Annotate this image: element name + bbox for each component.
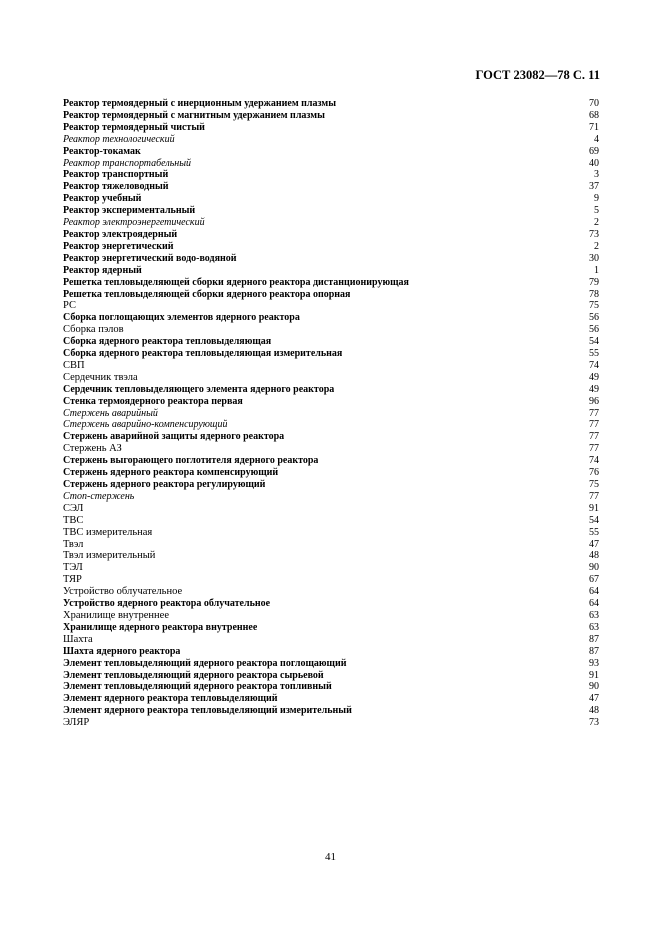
index-page-ref: 70: [589, 98, 599, 109]
index-page-ref: 56: [589, 324, 599, 336]
index-term: ТВС измерительная: [63, 526, 153, 538]
index-page-ref: 54: [589, 336, 599, 348]
index-term: ТВС: [63, 514, 84, 526]
index-page-ref: 90: [589, 681, 599, 693]
index-page-ref: 77: [589, 443, 599, 455]
index-term: Реактор ядерный: [63, 264, 142, 276]
index-term: СВП: [63, 359, 85, 371]
index-entry: [63, 634, 599, 646]
index-entry: [63, 527, 599, 539]
index-term: Стержень аварийной защиты ядерного реактора: [63, 431, 285, 443]
index-entry: [63, 515, 599, 527]
index-page-ref: 78: [589, 288, 599, 300]
index-term: Реактор тяжеловодный: [63, 181, 169, 193]
index-entry: [63, 574, 599, 586]
index-entry: [63, 241, 599, 253]
index-entry: [63, 324, 599, 336]
index-entry: [63, 312, 599, 324]
index-page-ref: 3: [594, 169, 599, 181]
index-entry: [63, 193, 599, 205]
index-term: Реактор энергетический водо-водяной: [63, 252, 237, 264]
index-entry: [63, 396, 599, 408]
index-page-ref: 68: [589, 109, 599, 121]
index-term: СЭЛ: [63, 502, 84, 514]
index-page-ref: 67: [589, 574, 599, 586]
index-page-ref: 77: [589, 407, 599, 419]
index-term: Сборка пэлов: [63, 324, 124, 336]
index-term: Решетка тепловыделяющей сборки ядерного реактора опорная: [63, 288, 351, 300]
term-index-list: [63, 98, 599, 729]
index-page-ref: 54: [589, 514, 599, 526]
index-entry: [63, 110, 599, 122]
index-page-ref: 48: [589, 550, 599, 562]
index-term: Стержень выгорающего поглотителя ядерного реактора: [63, 455, 319, 467]
index-page-ref: 55: [589, 348, 599, 360]
index-term: ТЭЛ: [63, 562, 83, 574]
index-term: Стержень ядерного реактора регулирующий: [63, 479, 266, 490]
index-page-ref: 40: [589, 157, 599, 169]
index-entry: [63, 670, 599, 682]
index-page-ref: 55: [589, 526, 599, 538]
index-term: Элемент ядерного реактора тепловыделяющий: [63, 693, 278, 705]
index-page-ref: 91: [589, 669, 599, 681]
index-page-ref: 87: [589, 633, 599, 645]
index-entry: [63, 348, 599, 360]
index-entry: [63, 419, 599, 431]
index-page-ref: 47: [589, 538, 599, 550]
index-entry: [63, 539, 599, 551]
index-entry: [63, 550, 599, 562]
index-page-ref: 77: [589, 431, 599, 443]
index-term: Реактор транспортный: [63, 169, 169, 181]
index-page-ref: 96: [589, 395, 599, 407]
index-entry: [63, 646, 599, 658]
index-page-ref: 74: [589, 455, 599, 467]
index-term: Хранилище внутреннее: [63, 609, 169, 621]
index-page-ref: 37: [589, 181, 599, 193]
index-term: Стоп-стержень: [63, 490, 135, 502]
page-number: 41: [325, 851, 336, 863]
index-page-ref: 30: [589, 252, 599, 264]
index-entry: [63, 408, 599, 420]
index-entry: [63, 658, 599, 670]
index-term: Реактор термоядерный с магнитным удержанием плазмы: [63, 109, 325, 121]
index-entry: [63, 265, 599, 277]
index-term: Сборка ядерного реактора тепловыделяющая измерительная: [63, 348, 343, 360]
index-entry: [63, 300, 599, 312]
index-term: Элемент тепловыделяющий ядерного реактора топливный: [63, 681, 332, 693]
index-page-ref: 5: [594, 205, 599, 217]
index-term: Шахта ядерного реактора: [63, 645, 181, 657]
index-page-ref: 77: [589, 419, 599, 431]
index-term: Элемент тепловыделяющий ядерного реактора сырьевой: [63, 669, 324, 681]
index-term: Сердечник тепловыделяющего элемента ядерного реактора: [63, 383, 335, 395]
index-term: Сборка поглощающих элементов ядерного реактора: [63, 312, 300, 324]
index-term: Стержень АЗ: [63, 443, 122, 455]
index-entry: [63, 217, 599, 229]
index-term: Шахта: [63, 633, 93, 645]
index-entry: [63, 169, 599, 181]
index-entry: [63, 681, 599, 693]
index-page-ref: 73: [589, 717, 599, 729]
index-term: Реактор термоядерный с инерционным удержанием плазмы: [63, 98, 337, 109]
index-term: Твэл: [63, 538, 84, 550]
index-term: Устройство ядерного реактора облучательное: [63, 598, 271, 610]
index-entry: [63, 598, 599, 610]
index-term: Реактор технологический: [63, 133, 175, 145]
index-page-ref: 64: [589, 598, 599, 610]
index-term: Решетка тепловыделяющей сборки ядерного реактора дистанционирующая: [63, 276, 409, 288]
index-entry: [63, 705, 599, 717]
index-term: Стержень аварийный: [63, 407, 158, 419]
index-page-ref: 49: [589, 371, 599, 383]
index-entry: [63, 372, 599, 384]
index-entry: [63, 431, 599, 443]
index-page-ref: 4: [594, 133, 599, 145]
index-term: Реактор энергетический: [63, 240, 174, 252]
index-term: Реактор транспортабельный: [63, 157, 192, 169]
index-term: Элемент тепловыделяющий ядерного реактора поглощающий: [63, 657, 347, 669]
index-entry: [63, 360, 599, 372]
index-entry: [63, 693, 599, 705]
index-term: Реактор экспериментальный: [63, 205, 196, 217]
index-entry: [63, 336, 599, 348]
index-entry: [63, 146, 599, 158]
index-page-ref: 73: [589, 228, 599, 240]
index-term: РС: [63, 300, 76, 312]
index-page-ref: 63: [589, 621, 599, 633]
index-term: Устройство облучательное: [63, 586, 183, 598]
index-term: ЭЛЯР: [63, 717, 90, 729]
index-page-ref: 87: [589, 645, 599, 657]
page-header: ГОСТ 23082—78 С. 11: [475, 68, 600, 82]
index-entry: [63, 98, 599, 110]
index-term: ТЯР: [63, 574, 82, 586]
index-entry: [63, 384, 599, 396]
index-term: Стенка термоядерного реактора первая: [63, 395, 243, 407]
index-page-ref: 2: [594, 217, 599, 229]
index-page-ref: 9: [594, 193, 599, 205]
index-entry: [63, 205, 599, 217]
index-page-ref: 56: [589, 312, 599, 324]
index-entry: [63, 253, 599, 265]
index-page-ref: 76: [589, 467, 599, 479]
index-entry: [63, 467, 599, 479]
index-entry: [63, 562, 599, 574]
index-entry: [63, 479, 599, 491]
index-page-ref: 47: [589, 693, 599, 705]
index-page-ref: 63: [589, 609, 599, 621]
index-page-ref: 71: [589, 121, 599, 133]
index-term: Элемент ядерного реактора тепловыделяющий измерительный: [63, 705, 352, 717]
index-term: Сборка ядерного реактора тепловыделяющая: [63, 336, 272, 348]
index-term: Сердечник твэла: [63, 371, 138, 383]
index-entry: [63, 717, 599, 729]
index-term: Твэл измерительный: [63, 550, 156, 562]
index-entry: [63, 289, 599, 301]
index-term: Хранилище ядерного реактора внутреннее: [63, 621, 258, 633]
index-page-ref: 90: [589, 562, 599, 574]
index-page-ref: 75: [589, 479, 599, 490]
index-entry: [63, 586, 599, 598]
index-entry: [63, 491, 599, 503]
index-entry: [63, 181, 599, 193]
index-term: Стержень ядерного реактора компенсирующий: [63, 467, 279, 479]
index-page-ref: 1: [594, 264, 599, 276]
index-term: Реактор электроядерный: [63, 228, 178, 240]
index-page-ref: 48: [589, 705, 599, 717]
index-entry: [63, 134, 599, 146]
index-page-ref: 79: [589, 276, 599, 288]
index-entry: [63, 277, 599, 289]
index-page-ref: 75: [589, 300, 599, 312]
index-entry: [63, 455, 599, 467]
index-entry: [63, 158, 599, 170]
index-page-ref: 91: [589, 502, 599, 514]
index-term: Реактор электроэнергетический: [63, 217, 205, 229]
index-term: Стержень аварийно-компенсирующий: [63, 419, 228, 431]
index-page-ref: 74: [589, 359, 599, 371]
index-page-ref: 77: [589, 490, 599, 502]
index-term: Реактор-токамак: [63, 145, 141, 157]
index-entry: [63, 503, 599, 515]
index-entry: [63, 122, 599, 134]
index-term: Реактор учебный: [63, 193, 142, 205]
index-term: Реактор термоядерный чистый: [63, 121, 205, 133]
index-entry: [63, 610, 599, 622]
index-page-ref: 2: [594, 240, 599, 252]
index-page-ref: 49: [589, 383, 599, 395]
index-entry: [63, 622, 599, 634]
index-page-ref: 69: [589, 145, 599, 157]
index-page-ref: 93: [589, 657, 599, 669]
index-page-ref: 64: [589, 586, 599, 598]
index-entry: [63, 229, 599, 241]
index-entry: [63, 443, 599, 455]
